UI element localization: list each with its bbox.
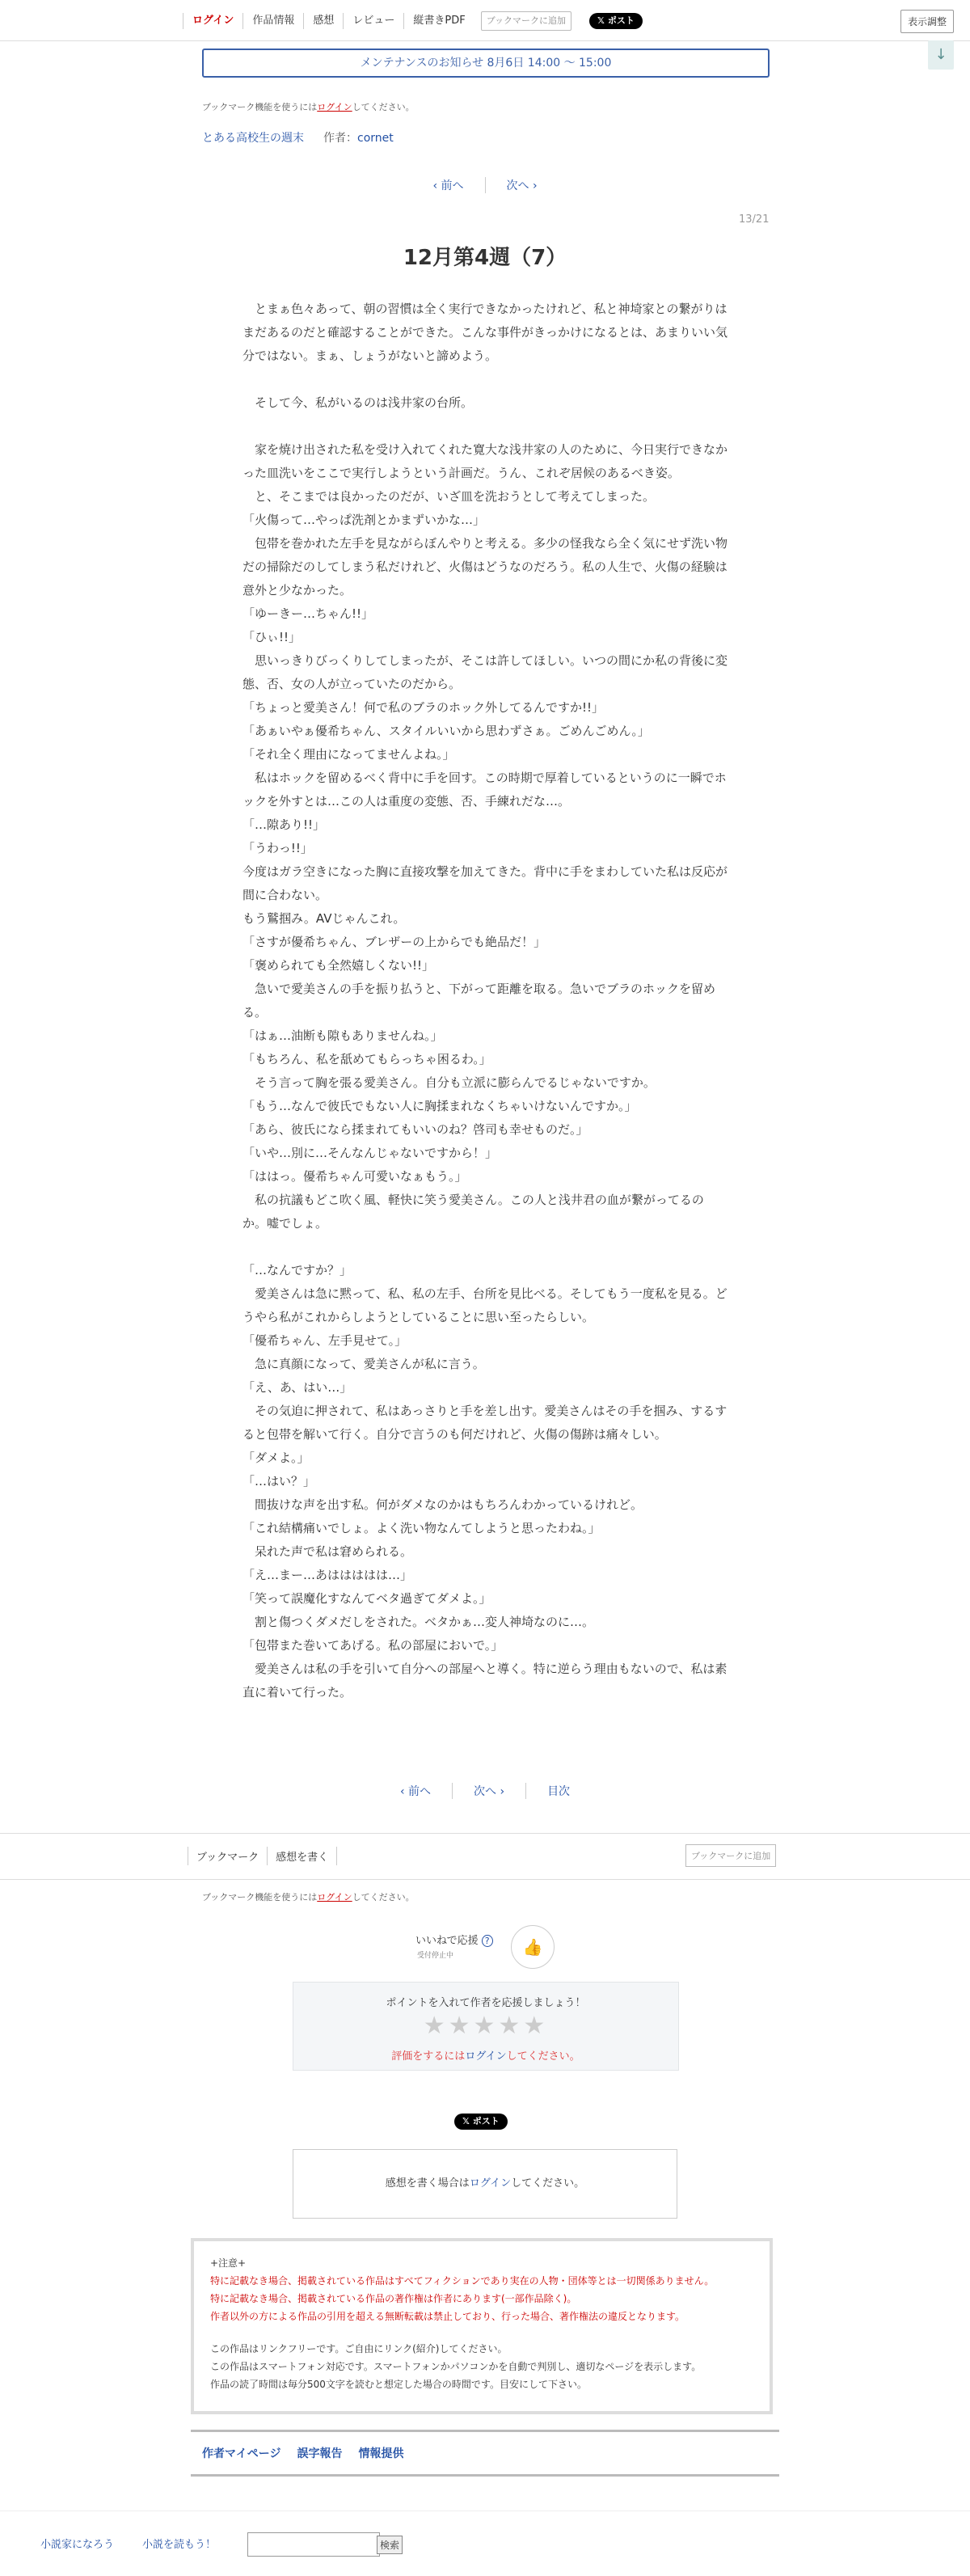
body-paragraph: 今度はガラ空きになった胸に直接攻撃を加えてきた。背中に手をまわしていた私は反応が間に合わない。: [242, 864, 728, 902]
rating-login-note: [293, 2047, 678, 2063]
caution-info-line: この作品はスマートフォン対応です。スマートフォンかパソコンかを自動で判別し、適切なページを表示します。: [210, 2361, 702, 2372]
bookmark-note-prefix: ブックマーク機能を使うには: [202, 102, 318, 112]
x-post-label: ポスト: [607, 15, 635, 26]
x-post-button[interactable]: [589, 13, 643, 29]
body-paragraph: 「あぁいやぁ優希ちゃん、スタイルいいから思わずさぁ。ごめんごめん。」: [242, 724, 650, 738]
review-login-link[interactable]: ログイン: [469, 2177, 512, 2190]
caution-info-line: この作品はリンクフリーです。ご自由にリンク(紹介)してください。: [210, 2343, 508, 2354]
body-paragraph: 思いっきりびっくりしてしまったが、そこは許してほしい。いつの間にか私の背後に変態、否、女の人が立っていたのだから。: [242, 653, 728, 691]
body-paragraph: 「はぁ…油断も隙もありませんね。」: [242, 1028, 443, 1043]
rating-login-suffix: してください。: [506, 2050, 580, 2063]
iine-label: [415, 1932, 493, 1947]
bookmark-note-login-link[interactable]: ログイン: [317, 1892, 352, 1902]
prev-page-link[interactable]: ‹ 前へ: [432, 179, 464, 192]
footer-link-narou[interactable]: 小説家になろう: [40, 2539, 115, 2551]
author-link[interactable]: cornet: [357, 132, 394, 145]
caution-box: [191, 2238, 773, 2414]
body-paragraph: 「ははっ。優希ちゃん可愛いなぁもう。」: [242, 1169, 467, 1184]
body-paragraph: 「え…まー…あははははは…」: [242, 1568, 413, 1582]
novel-body: [242, 298, 728, 1704]
body-paragraph: 「もちろん、私を舐めてもらっちゃ困るわ。」: [242, 1052, 491, 1066]
top-bar: [0, 0, 970, 41]
body-paragraph: 「…はい？」: [242, 1474, 316, 1489]
body-paragraph: 「それ全く理由になってませんよね。」: [242, 747, 455, 762]
write-review-tab[interactable]: 感想を書く: [267, 1847, 337, 1865]
maintenance-notice[interactable]: メンテナンスのお知らせ 8月6日 14:00 〜 15:00: [202, 49, 770, 78]
caution-line: 特に記載なき場合、掲載されている作品はすべてフィクションであり実在の人物・団体等とは一切関係ありません。: [210, 2275, 715, 2287]
body-paragraph: 「え、あ、はい…」: [242, 1380, 352, 1395]
footer: [0, 2511, 970, 2576]
star-rating[interactable]: ★★★★★: [423, 2012, 549, 2040]
nav-login[interactable]: ログイン: [183, 13, 242, 29]
body-paragraph: 「優希ちゃん、左手見せて。」: [242, 1333, 407, 1348]
body-paragraph: 急いで愛美さんの手を振り払うと、下がって距離を取る。急いでブラのホックを留める。: [242, 982, 716, 1020]
body-paragraph: 「さすが優希ちゃん、ブレザーの上からでも絶品だ！」: [242, 935, 546, 949]
chapter-title: 12月第4週（7）: [403, 246, 567, 270]
pager-divider: [452, 1783, 453, 1799]
nav-vertical-pdf[interactable]: 縦書きPDF: [403, 13, 474, 29]
bookmark-add-button[interactable]: ブックマークに追加: [481, 11, 571, 31]
body-paragraph: 「…なんですか？」: [242, 1263, 352, 1277]
body-paragraph: 割と傷つくダメだしをされた。ベタかぁ…変人神埼なのに…。: [242, 1615, 595, 1629]
page-count: 13/21: [739, 213, 770, 226]
body-paragraph: そう言って胸を張る愛美さん。自分も立派に膨らんでるじゃないですか。: [242, 1075, 656, 1090]
body-paragraph: 呆れた声で私は窘められる。: [242, 1544, 413, 1559]
review-login-suffix: してください。: [511, 2177, 585, 2190]
body-paragraph: そして今、私がいるのは浅井家の台所。: [242, 395, 474, 410]
body-paragraph: 私の抗議もどこ吹く風、軽快に笑う愛美さん。この人と浅井君の血が繋がってるのか。嘘でしょ。: [242, 1193, 704, 1231]
typo-report-link[interactable]: 誤字報告: [297, 2447, 343, 2460]
review-login-box: [293, 2149, 677, 2219]
x-post-button-bottom[interactable]: [454, 2114, 508, 2130]
x-logo-icon: 𝕏: [597, 15, 605, 26]
bottom-action-bar: [0, 1833, 970, 1880]
body-paragraph: とまぁ色々あって、朝の習慣は全く実行できなかったけれど、私と神埼家との繋がりはまだあるのだと確認することができた。こんな事件がきっかけになるとは、あまりいい気分ではない。まぁ、しょうがないと諦めよう。: [242, 302, 728, 363]
scroll-down-icon[interactable]: ↓: [928, 40, 954, 70]
nav-impressions[interactable]: 感想: [303, 13, 343, 29]
body-paragraph: 「火傷って…やっぱ洗剤とかまずいかな…」: [242, 513, 486, 527]
caution-line: 作者以外の方による作品の引用を超える無断転載は禁止しており、行った場合、著作権法の違反となります。: [210, 2311, 685, 2322]
body-paragraph: 「あら、彼氏になら揉まれてもいいのね？啓司も幸せものだ。」: [242, 1122, 588, 1137]
footer-link-yomou[interactable]: 小説を読もう！: [142, 2539, 217, 2551]
body-paragraph: 「ゆーきー…ちゃん!!」: [242, 606, 374, 621]
help-icon[interactable]: ?: [482, 1935, 493, 1947]
body-paragraph: 愛美さんは急に黙って、私、私の左手、台所を見比べる。そしてもう一度私を見る。どうやら私がこれからしようとしていることに思い至ったらしい。: [242, 1286, 728, 1324]
caution-info-line: 作品の読了時間は毎分500文字を読むと想定した場合の時間です。目安にして下さい。: [210, 2379, 587, 2390]
nav-work-info[interactable]: 作品情報: [242, 13, 303, 29]
bookmark-add-button-bottom[interactable]: ブックマークに追加: [685, 1844, 776, 1867]
author-mypage-link[interactable]: 作者マイページ: [202, 2447, 281, 2460]
bookmark-login-note: [202, 100, 415, 113]
author-links: [191, 2430, 779, 2477]
body-paragraph: 「もう…なんで彼氏でもない人に胸揉まれなくちゃいけないんですか。」: [242, 1099, 637, 1113]
blank-line: [242, 415, 728, 438]
thumbs-up-icon: 👍: [511, 1925, 555, 1969]
body-paragraph: 家を焼け出された私を受け入れてくれた寛大な浅井家の人のために、今日実行できなかった皿洗いをここで実行しようという計画だ。うん、これぞ居候のあるべき姿。: [242, 442, 728, 480]
body-paragraph: 「うわっ!!」: [242, 841, 313, 855]
toc-link[interactable]: 目次: [547, 1785, 571, 1798]
author-label: 作者：: [323, 132, 357, 145]
rating-login-prefix: 評価をするには: [391, 2050, 466, 2063]
body-paragraph: 間抜けな声を出す私。何がダメなのかはもちろんわかっているけれど。: [242, 1497, 643, 1512]
body-paragraph: 急に真顔になって、愛美さんが私に言う。: [242, 1357, 485, 1371]
novel-title-link[interactable]: とある高校生の週末: [202, 132, 304, 145]
next-page-link[interactable]: 次へ ›: [506, 179, 538, 192]
body-paragraph: もう鷲掴み。AVじゃんこれ。: [242, 911, 406, 926]
rating-login-link[interactable]: ログイン: [465, 2050, 507, 2063]
blank-line: [242, 1235, 728, 1259]
pager-top: [0, 177, 970, 193]
x-logo-icon: 𝕏: [462, 2116, 473, 2126]
display-settings-button[interactable]: 表示調整: [900, 10, 954, 33]
bookmark-note-prefix: ブックマーク機能を使うには: [202, 1892, 318, 1902]
body-paragraph: その気迫に押されて、私はあっさりと手を差し出す。愛美さんはその手を掴み、するすると包帯を解いて行く。自分で言うのも何だけれど、火傷の傷跡は痛々しい。: [242, 1404, 728, 1442]
pager-divider: [525, 1783, 526, 1799]
body-paragraph: 「これ結構痛いでしょ。よく洗い物なんてしようと思ったわね。」: [242, 1521, 601, 1535]
rating-panel: [293, 1982, 679, 2071]
bottom-tabs: [188, 1847, 337, 1865]
caution-line: 特に記載なき場合、掲載されている作品の著作権は作者にあります(一部作品除く)。: [210, 2293, 577, 2304]
bookmark-note-login-link[interactable]: ログイン: [317, 102, 352, 112]
body-paragraph: 「いや…別に…そんなんじゃないですから！」: [242, 1146, 498, 1160]
search-input[interactable]: [247, 2532, 380, 2557]
body-paragraph: 「…隙あり!!」: [242, 817, 326, 832]
body-paragraph: 「包帯また巻いてあげる。私の部屋においで。」: [242, 1638, 504, 1653]
x-post-label: ポスト: [472, 2116, 500, 2126]
caution-heading: +注意+: [210, 2257, 247, 2269]
next-page-link-bottom[interactable]: 次へ ›: [474, 1785, 505, 1798]
pager-bottom: [0, 1783, 970, 1799]
body-paragraph: 「笑って誤魔化すなんてベタ過ぎてダメよ。」: [242, 1591, 491, 1606]
body-paragraph: 「ダメよ。」: [242, 1451, 310, 1465]
bookmark-login-note-bottom: [202, 1890, 415, 1903]
search-button[interactable]: 検索: [377, 2536, 403, 2554]
pager-divider: [485, 177, 486, 193]
body-paragraph: 「ちょっと愛美さん！何で私のブラのホック外してるんですか!!」: [242, 700, 605, 715]
iine-text: いいねで応援: [415, 1935, 479, 1947]
blank-line: [242, 368, 728, 391]
bookmark-note-suffix: してください。: [352, 1892, 415, 1902]
nav-review[interactable]: レビュー: [343, 13, 403, 29]
prev-page-link-bottom[interactable]: ‹ 前へ: [399, 1785, 431, 1798]
review-login-prefix: 感想を書く場合は: [385, 2177, 470, 2190]
body-paragraph: 「ひぃ!!」: [242, 630, 302, 644]
author-line: [323, 129, 394, 146]
body-paragraph: 私はホックを留めるべく背中に手を回す。この時期で厚着しているというのに一瞬でホックを外すとは…この人は重度の変態、否、手練れだな…。: [242, 771, 727, 809]
iine-status: 受付停止中: [417, 1952, 454, 1960]
caution-gap: [210, 2325, 753, 2340]
top-nav: [183, 11, 643, 32]
body-paragraph: 愛美さんは私の手を引いて自分への部屋へと導く。特に逆らう理由もないので、私は素直に着いて行った。: [242, 1662, 728, 1700]
rating-lead: ポイントを入れて作者を応援しましょう！: [386, 1997, 586, 2009]
info-provide-link[interactable]: 情報提供: [358, 2447, 404, 2460]
body-paragraph: と、そこまでは良かったのだが、いざ皿を洗おうとして考えてしまった。: [242, 489, 656, 504]
body-paragraph: 「褒められても全然嬉しくない!!」: [242, 958, 435, 973]
bookmark-tab[interactable]: ブックマーク: [188, 1847, 267, 1865]
bookmark-note-suffix: してください。: [352, 102, 415, 112]
body-paragraph: 包帯を巻かれた左手を見ながらぼんやりと考える。多少の怪我なら全く気にせず洗い物だの掃除だのしてしまう私だけれど、火傷はどうなのだろう。私の人生で、火傷の経験は意外と少なかった。: [242, 536, 728, 598]
